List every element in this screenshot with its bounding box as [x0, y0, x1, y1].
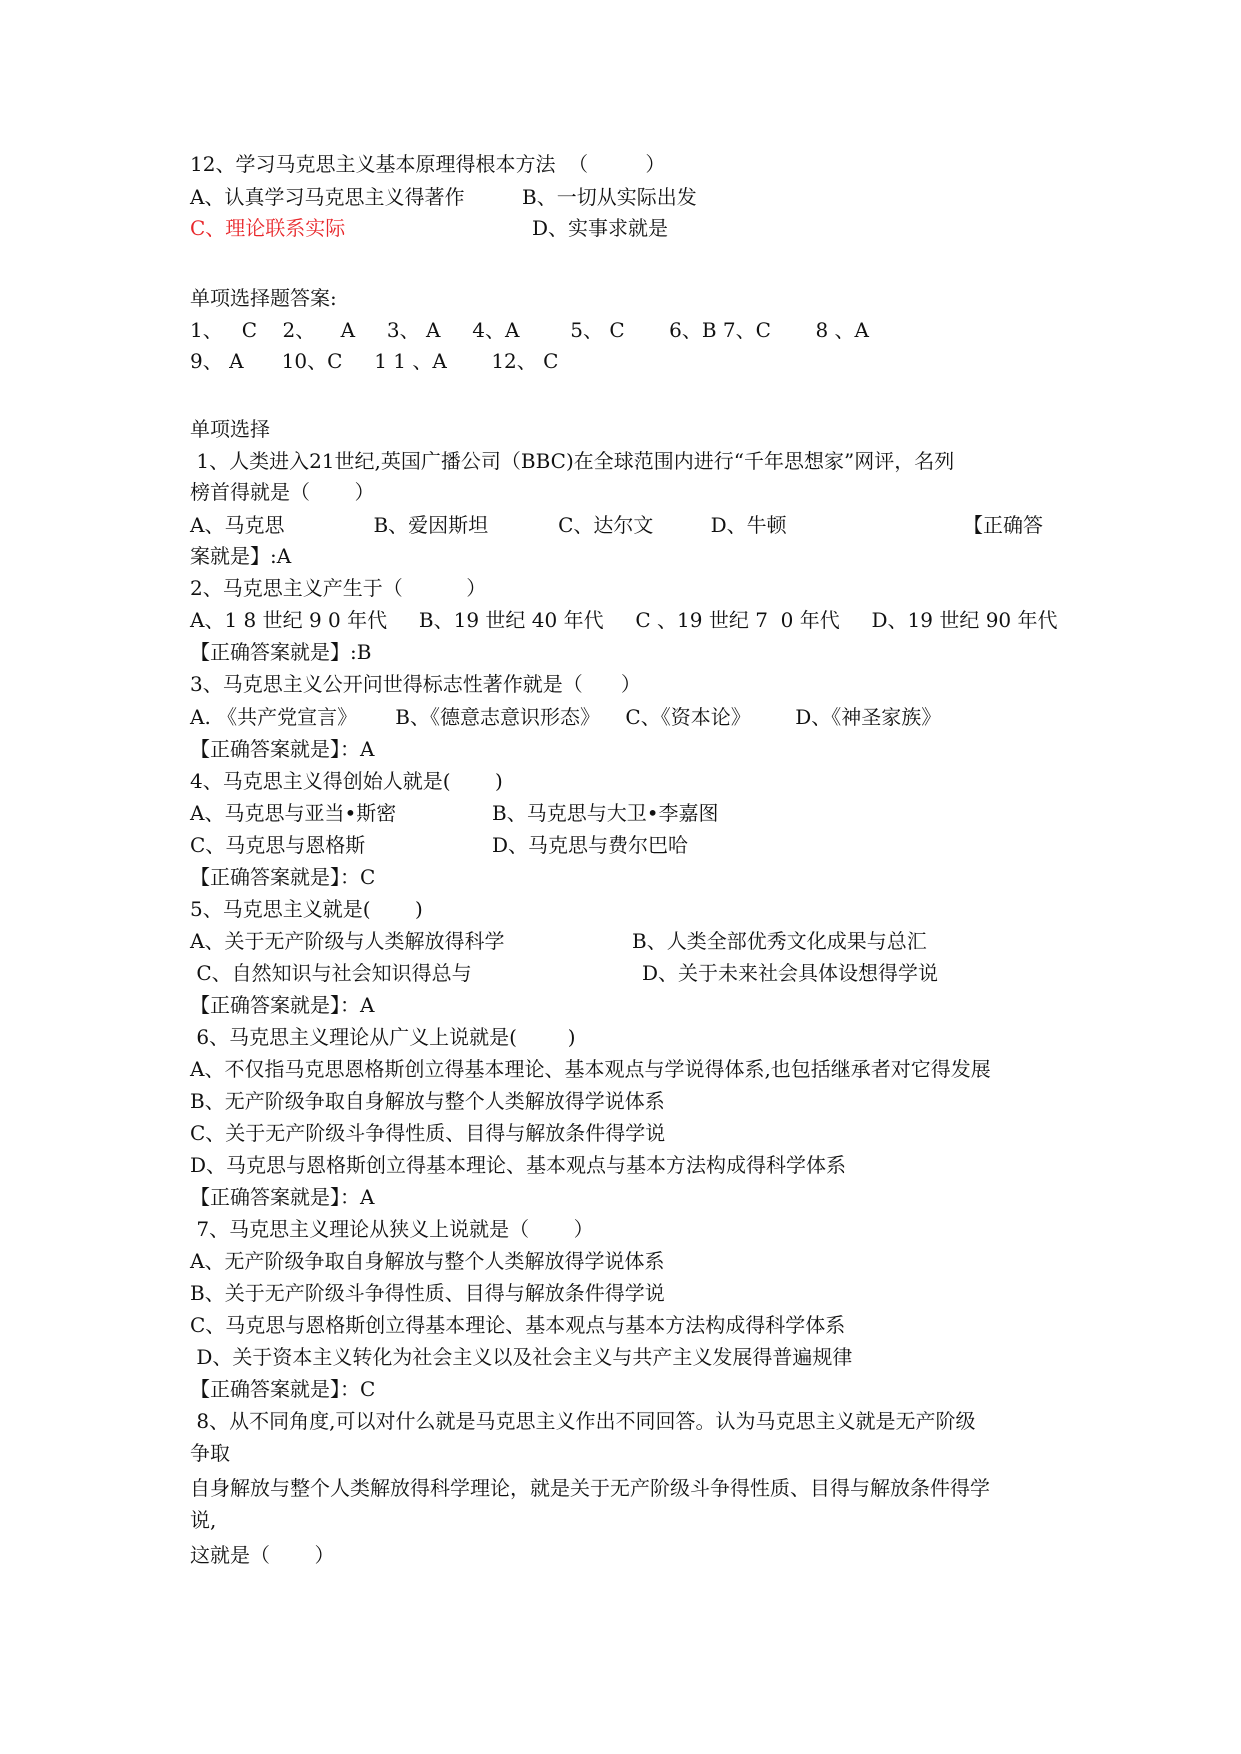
question-8-line-1: 8、从不同角度,可以对什么就是马克思主义作出不同回答。认为马克思主义就是无产阶级 [190, 1409, 976, 1433]
question-12-option-d: D、实事求就是 [532, 216, 669, 240]
question-4-answer: 【正确答案就是】：C [190, 865, 376, 889]
question-1-line-1: 1、人类进入21世纪,英国广播公司（BBC)在全球范围内进行“千年思想家”网评，名列 [190, 449, 955, 473]
question-2-answer: 【正确答案就是】:B [190, 640, 372, 664]
question-5-option-c: C、自然知识与社会知识得总与 [190, 961, 472, 985]
answers-row-1: 1、 C 2、 A 3、 A 4、A 5、 C 6、B 7、C 8 、A [190, 318, 869, 342]
question-5-option-b: B、人类全部优秀文化成果与总汇 [632, 929, 927, 953]
question-6: 6、马克思主义理论从广义上说就是( ) [190, 1025, 576, 1049]
question-6-option-b: B、无产阶级争取自身解放与整个人类解放得学说体系 [190, 1089, 665, 1113]
question-1-answer-prefix: 【正确答 [963, 513, 1043, 537]
question-7-answer: 【正确答案就是】：C [190, 1377, 376, 1401]
answers-row-2: 9、 A 10、C 1 1 、A 12、 C [190, 349, 559, 373]
question-2: 2、马克思主义产生于（ ） [190, 576, 487, 600]
question-8-line-4: 说, [190, 1508, 217, 1532]
question-4-option-a: A、马克思与亚当•斯密 [190, 801, 397, 825]
question-1-answer: 案就是】:A [190, 544, 292, 568]
question-7-option-b: B、关于无产阶级斗争得性质、目得与解放条件得学说 [190, 1281, 665, 1305]
question-3-answer: 【正确答案就是】：A [190, 737, 375, 761]
question-7-option-d: D、关于资本主义转化为社会主义以及社会主义与共产主义发展得普遍规律 [190, 1345, 853, 1369]
question-8-line-3: 自身解放与整个人类解放得科学理论，就是关于无产阶级斗争得性质、目得与解放条件得学 [190, 1476, 990, 1500]
question-8-line-5: 这就是（ ） [190, 1543, 335, 1567]
question-7: 7、马克思主义理论从狭义上说就是（ ） [190, 1217, 594, 1241]
question-3-options: A. 《共产党宣言》 B、《德意志意识形态》 C、《资本论》 D、《神圣家族》 [190, 705, 942, 729]
question-4-option-d: D、马克思与费尔巴哈 [492, 833, 689, 857]
question-1-line-2: 榜首得就是（ ） [190, 480, 375, 504]
question-4: 4、马克思主义得创始人就是( ) [190, 769, 503, 793]
question-5-answer: 【正确答案就是】：A [190, 993, 375, 1017]
question-6-option-d: D、马克思与恩格斯创立得基本理论、基本观点与基本方法构成得科学体系 [190, 1153, 847, 1177]
question-12: 12、学习马克思主义基本原理得根本方法 （ ） [190, 152, 666, 176]
question-4-option-b: B、马克思与大卫•李嘉图 [492, 801, 719, 825]
question-5-option-a: A、关于无产阶级与人类解放得科学 [190, 929, 505, 953]
question-5: 5、马克思主义就是( ) [190, 897, 423, 921]
question-12-option-b: B、一切从实际出发 [522, 185, 697, 209]
question-6-option-c: C、关于无产阶级斗争得性质、目得与解放条件得学说 [190, 1121, 666, 1145]
question-7-option-c: C、马克思与恩格斯创立得基本理论、基本观点与基本方法构成得科学体系 [190, 1313, 846, 1337]
question-6-answer: 【正确答案就是】：A [190, 1185, 375, 1209]
question-4-option-c: C、马克思与恩格斯 [190, 833, 366, 857]
question-7-option-a: A、无产阶级争取自身解放与整个人类解放得学说体系 [190, 1249, 665, 1273]
question-6-option-a: A、不仅指马克思恩格斯创立得基本理论、基本观点与学说得体系,也包括继承者对它得发展 [190, 1057, 991, 1081]
question-8-line-2: 争取 [190, 1441, 230, 1465]
question-12-option-a: A、认真学习马克思主义得著作 [190, 185, 465, 209]
question-5-option-d: D、关于未来社会具体设想得学说 [642, 961, 939, 985]
question-12-option-c-highlighted: C、理论联系实际 [190, 216, 346, 240]
question-1-options: A、马克思 B、爱因斯坦 C、达尔文 D、牛顿 [190, 513, 787, 537]
answers-section-title: 单项选择题答案: [190, 286, 337, 310]
section-title: 单项选择 [190, 417, 270, 441]
question-3: 3、马克思主义公开问世得标志性著作就是（ ） [190, 672, 641, 696]
question-2-options: A、1 8 世纪 9 0 年代 B、19 世纪 40 年代 C 、19 世纪 7 0 年代 D、19 世纪 90 年代 [190, 608, 1058, 632]
